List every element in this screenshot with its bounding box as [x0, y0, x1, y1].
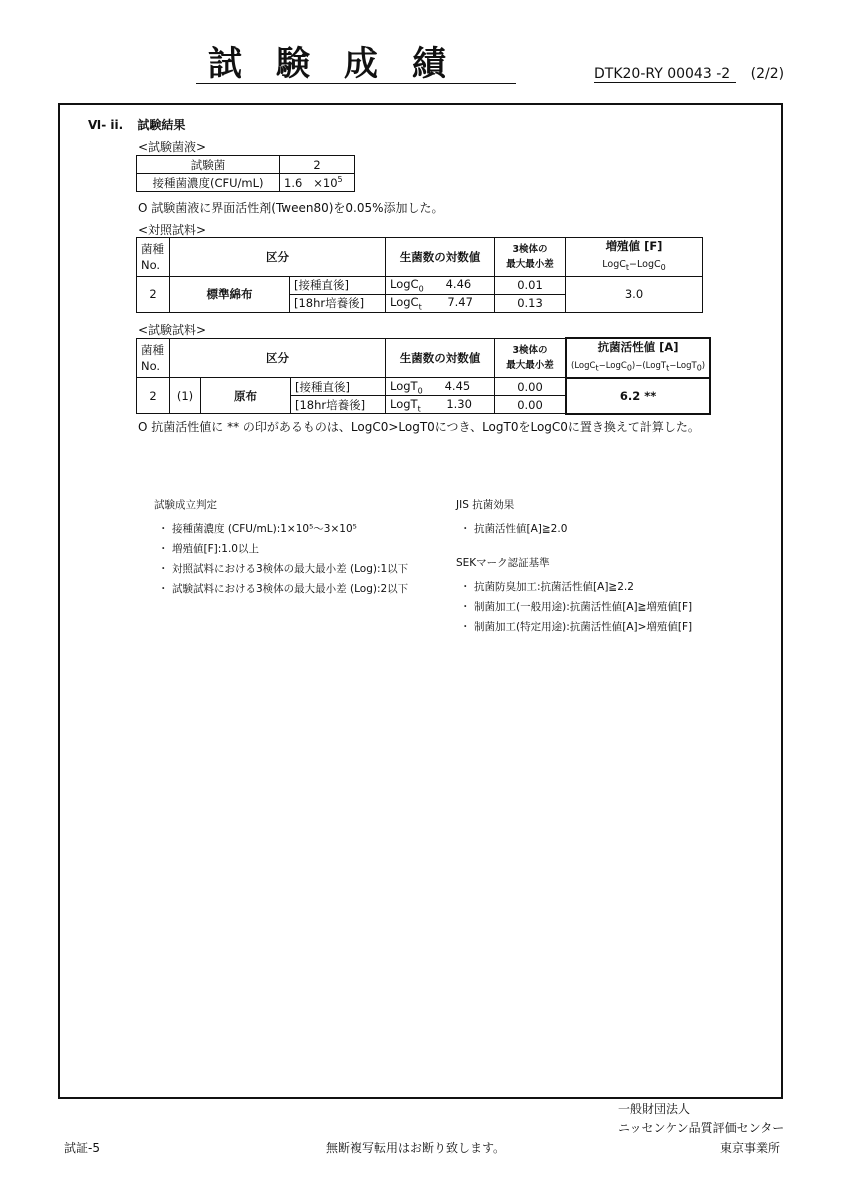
control-header-category: 区分: [170, 238, 386, 277]
control-growth-value: 3.0: [566, 276, 703, 312]
org-line1: 一般財団法人: [618, 1102, 691, 1116]
doc-code: DTK20-RY 00043 -2: [594, 66, 736, 83]
sek-item: ・ 抗菌防臭加工:抗菌活性値[A]≧2.2: [460, 581, 634, 593]
validity-item: ・ 接種菌濃度 (CFU/mL):1×10⁵〜3×10⁵: [158, 523, 357, 535]
test-sub1-diff: 0.00: [495, 378, 567, 396]
validity-title: 試験成立判定: [154, 499, 217, 511]
sek-item: ・ 制菌加工(特定用途):抗菌活性値[A]>増殖値[F]: [460, 621, 693, 633]
control-row-no: 2: [137, 276, 170, 312]
inoculum-concentration-value: 1.6 $\times 10^5$: [280, 174, 355, 192]
page-indicator: (2/2): [750, 66, 785, 82]
control-label: <対照試料>: [138, 223, 207, 237]
growth-formula: LogC$_t$−LogC$_0$: [602, 259, 666, 272]
test-note: O 抗菌活性値に ** の印があるものは、LogC0>LogT0につき、LogT0をLogC0に置き換えて計算した。: [138, 420, 700, 434]
test-sub1-count: LogT$_0$ 4.45: [386, 378, 495, 396]
control-sub1-label: [接種直後]: [290, 276, 386, 294]
jis-criteria: [456, 495, 567, 539]
footer-notice: 無断複写転用はお断り致します。: [326, 1141, 506, 1155]
test-label: <試験試料>: [138, 323, 207, 337]
control-table: [136, 237, 703, 313]
sek-criteria: [456, 553, 692, 637]
sek-title: SEKマーク認証基準: [456, 557, 550, 569]
test-sub2-label: [18hr培養後]: [291, 396, 386, 414]
control-sub2-label: [18hr培養後]: [290, 294, 386, 312]
control-sub1-diff: 0.01: [495, 276, 566, 294]
control-header-count: 生菌数の対数値: [386, 238, 495, 277]
sek-item: ・ 制菌加工(一般用途):抗菌活性値[A]≧増殖値[F]: [460, 601, 693, 613]
test-sub2-count: LogT$_t$ 1.30: [386, 396, 495, 414]
jis-title: JIS 抗菌効果: [456, 499, 515, 511]
test-row-index: (1): [170, 378, 201, 414]
footer-left: 試証-5: [64, 1141, 100, 1155]
activity-formula: (LogC$_t$−LogC$_0$)−(LogT$_t$−LogT$_0$): [571, 361, 706, 373]
section-heading: [88, 116, 195, 133]
org-line2: ニッセンケン品質評価センター: [618, 1121, 785, 1135]
validity-item: ・ 増殖値[F]:1.0以上: [158, 543, 259, 555]
inoculum-label: <試験菌液>: [138, 140, 207, 154]
page-title: 試験成績: [196, 44, 516, 84]
inoculum-header-strain: 試験菌: [137, 156, 280, 174]
control-sub2-count: LogC$_t$ 7.47: [386, 294, 495, 312]
validity-item: ・ 試験試料における3検体の最大最小差 (Log):2以下: [158, 583, 409, 595]
jis-item: ・ 抗菌活性値[A]≧2.0: [460, 523, 568, 535]
test-header-no: 菌種 No.: [137, 338, 170, 378]
control-row-sample: 標準綿布: [170, 276, 290, 312]
org-line3: 東京事業所: [720, 1141, 781, 1155]
inoculum-strain-value: 2: [280, 156, 355, 174]
test-activity-value: 6.2 **: [566, 378, 710, 414]
control-sub1-count: LogC$_0$ 4.46: [386, 276, 495, 294]
control-header-diff: 3検体の 最大最小差: [495, 238, 566, 277]
section-number: Ⅵ- ii.: [88, 118, 124, 132]
test-header-activity: 抗菌活性値 [A] (LogC$_t$−LogC$_0$)−(LogT$_t$−LogT$_0$): [566, 338, 710, 378]
test-header-category: 区分: [170, 338, 386, 378]
section-title: 試験結果: [137, 118, 186, 132]
inoculum-header-concentration: 接種菌濃度(CFU/mL): [137, 174, 280, 192]
test-header-diff: 3検体の 最大最小差: [495, 338, 567, 378]
inoculum-table: [136, 155, 355, 192]
test-table: [136, 337, 711, 415]
control-header-no: 菌種 No.: [137, 238, 170, 277]
validity-item: ・ 対照試料における3検体の最大最小差 (Log):1以下: [158, 563, 409, 575]
test-sub2-diff: 0.00: [495, 396, 567, 414]
control-sub2-diff: 0.13: [495, 294, 566, 312]
test-header-count: 生菌数の対数値: [386, 338, 495, 378]
inoculum-note: O 試験菌液に界面活性剤(Tween80)を0.05%添加した。: [138, 201, 444, 215]
validity-criteria: [154, 495, 408, 599]
control-header-growth: 増殖値 [F] LogC$_t$−LogC$_0$: [566, 238, 703, 277]
document-number: [594, 66, 784, 82]
test-row-no: 2: [137, 378, 170, 414]
test-row-sample: 原布: [201, 378, 291, 414]
test-sub1-label: [接種直後]: [291, 378, 386, 396]
